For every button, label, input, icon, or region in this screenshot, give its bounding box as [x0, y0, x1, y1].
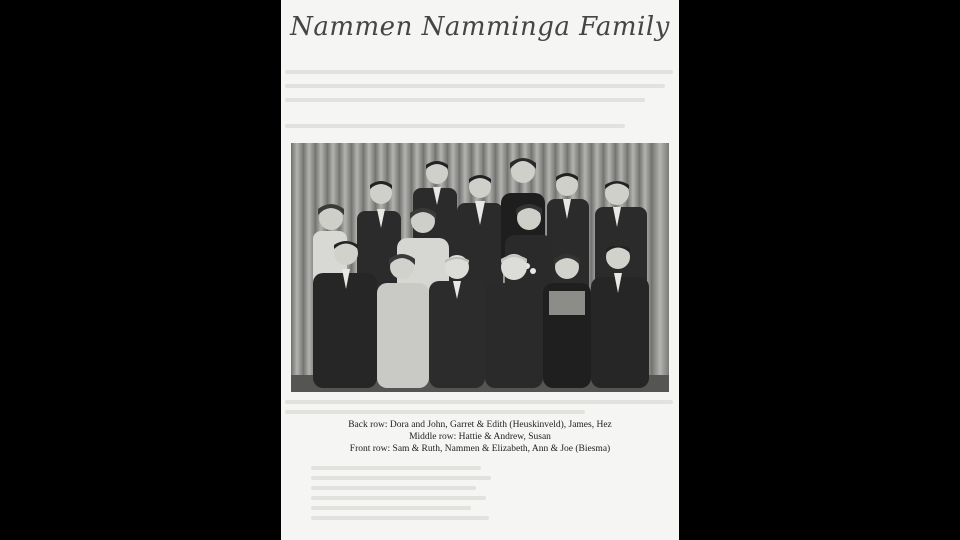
- caption-front-row: Front row: Sam & Ruth, Nammen & Elizabeth, Ann & Joe (Biesma): [349, 444, 611, 454]
- photo-caption: [281, 419, 679, 455]
- page-title: Nammen Namminga Family: [290, 12, 670, 42]
- document-page: [281, 0, 679, 540]
- caption-back-row: Back row: Dora and John, Garret & Edith (Heuskinveld), James, Hez: [348, 420, 612, 430]
- family-group-photo: [291, 143, 669, 392]
- caption-middle-row: Middle row: Hattie & Andrew, Susan: [409, 432, 551, 442]
